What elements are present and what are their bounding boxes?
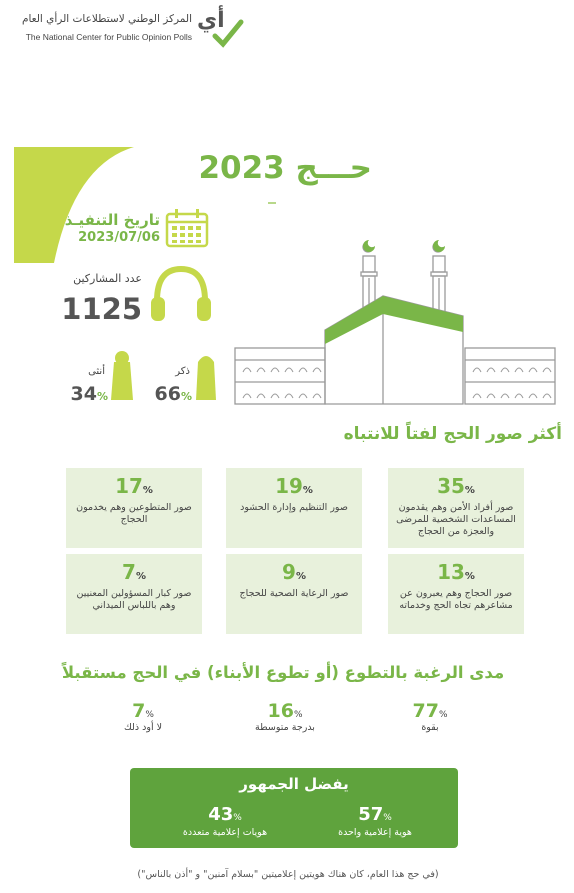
volunteering-item (240, 700, 330, 733)
attention-card (66, 554, 202, 634)
preference-value-number: 43 (208, 804, 234, 825)
card-percent-sign: % (135, 571, 146, 582)
attention-card (226, 554, 362, 634)
volunteering-label: لا أود ذلك (123, 722, 163, 733)
calendar-icon (165, 208, 209, 248)
attention-card (66, 468, 202, 548)
preference-percent-sign: % (383, 813, 392, 823)
preference-box (130, 768, 458, 848)
male-label: ذكر (175, 366, 190, 377)
female-percent-number: 34 (70, 383, 97, 405)
execution-date-label: تاريخ التنفيـذ (64, 211, 160, 229)
org-name-english: The National Center for Public Opinion Polls (25, 32, 192, 42)
card-percent-sign: % (142, 485, 153, 496)
volunteering-value-number: 7 (132, 700, 146, 722)
attention-card (226, 468, 362, 548)
volunteering-item (98, 700, 188, 733)
preference-value-number: 57 (358, 804, 384, 825)
header-logo (12, 10, 262, 50)
org-name-arabic: المركز الوطني لاستطلاعات الرأي العام (21, 13, 192, 25)
volunteering-label: بقوة (421, 722, 439, 733)
volunteering-percent-sign: % (293, 710, 303, 720)
card-text: صور التنظيم وإدارة الحشود (240, 502, 348, 513)
volunteering-value-number: 16 (267, 700, 294, 722)
male-value (144, 383, 192, 405)
card-value-number: 35 (437, 474, 465, 498)
participants-label: عدد المشاركين (73, 272, 142, 285)
volunteering-label: بدرجة متوسطة (255, 722, 315, 733)
card-value-number: 17 (115, 474, 143, 498)
card-value (388, 560, 524, 584)
card-value-number: 9 (282, 560, 296, 584)
preference-item (310, 804, 440, 838)
male-percent-number: 66 (154, 383, 181, 405)
card-value (66, 474, 202, 498)
volunteering-value-number: 77 (412, 700, 439, 722)
preference-value (160, 804, 290, 825)
preference-label: هويات إعلامية متعددة (182, 827, 268, 838)
volunteering-value (240, 700, 330, 722)
male-icon (194, 352, 218, 402)
kaaba-mosque-illustration (233, 232, 559, 412)
card-text: صور الحجاج وهم يعبرون عن مشاعرهم تجاه الحج وخدماته (399, 588, 513, 611)
card-text: صور المتطوعين وهم يخدمون الحجاج (76, 502, 192, 525)
attention-card (388, 554, 524, 634)
female-icon (110, 350, 134, 402)
card-percent-sign: % (464, 571, 475, 582)
decorative-shape-left (14, 145, 144, 265)
card-value-number: 13 (437, 560, 465, 584)
preference-title: يفضل الجمهور (239, 775, 349, 793)
page-title: حـــج 2023 (198, 150, 372, 186)
head-icon (149, 263, 213, 327)
card-value (66, 560, 202, 584)
card-value (226, 474, 362, 498)
volunteering-percent-sign: % (438, 710, 448, 720)
card-text: صور كبار المسؤولين المعنيين وهم باللباس الميداني (76, 588, 192, 611)
female-value (60, 383, 108, 405)
title-underline (268, 202, 276, 204)
male-percent-sign: % (180, 390, 192, 403)
logo-text: أي (197, 8, 225, 33)
execution-date-value: 2023/07/06 (78, 230, 160, 245)
card-text: صور الرعاية الصحية للحجاج (239, 588, 349, 599)
logo-mark (197, 10, 245, 50)
card-value-number: 7 (122, 560, 136, 584)
volunteering-value (98, 700, 188, 722)
preference-percent-sign: % (233, 813, 242, 823)
volunteering-value (385, 700, 475, 722)
card-percent-sign: % (295, 571, 306, 582)
preference-item (160, 804, 290, 838)
card-percent-sign: % (464, 485, 475, 496)
card-value-number: 19 (275, 474, 303, 498)
participants-value: 1125 (61, 292, 142, 326)
card-text: صور أفراد الأمن وهم يقدمون المساعدات الشخصية للمرضى والعجزة من الحجاج (396, 502, 516, 537)
attention-card (388, 468, 524, 548)
card-value (226, 560, 362, 584)
volunteering-item (385, 700, 475, 733)
preference-label: هوية إعلامية واحدة (338, 827, 412, 838)
volunteering-percent-sign: % (145, 710, 154, 720)
attention-section-title: أكثر صور الحج لفتاً للانتباه (343, 424, 562, 444)
card-percent-sign: % (302, 485, 313, 496)
female-label: أنثى (88, 366, 105, 377)
volunteering-section-title: مدى الرغبة بالتطوع (أو تطوع الأبناء) في الحج مستقبلاً (61, 663, 505, 682)
card-value (388, 474, 524, 498)
footnote: (في حج هذا العام، كان هناك هويتين إعلاميتين "بسلام آمنين" و "أذن بالناس") (137, 869, 439, 880)
checkmark-icon (197, 10, 245, 50)
female-percent-sign: % (96, 390, 108, 403)
preference-value (310, 804, 440, 825)
